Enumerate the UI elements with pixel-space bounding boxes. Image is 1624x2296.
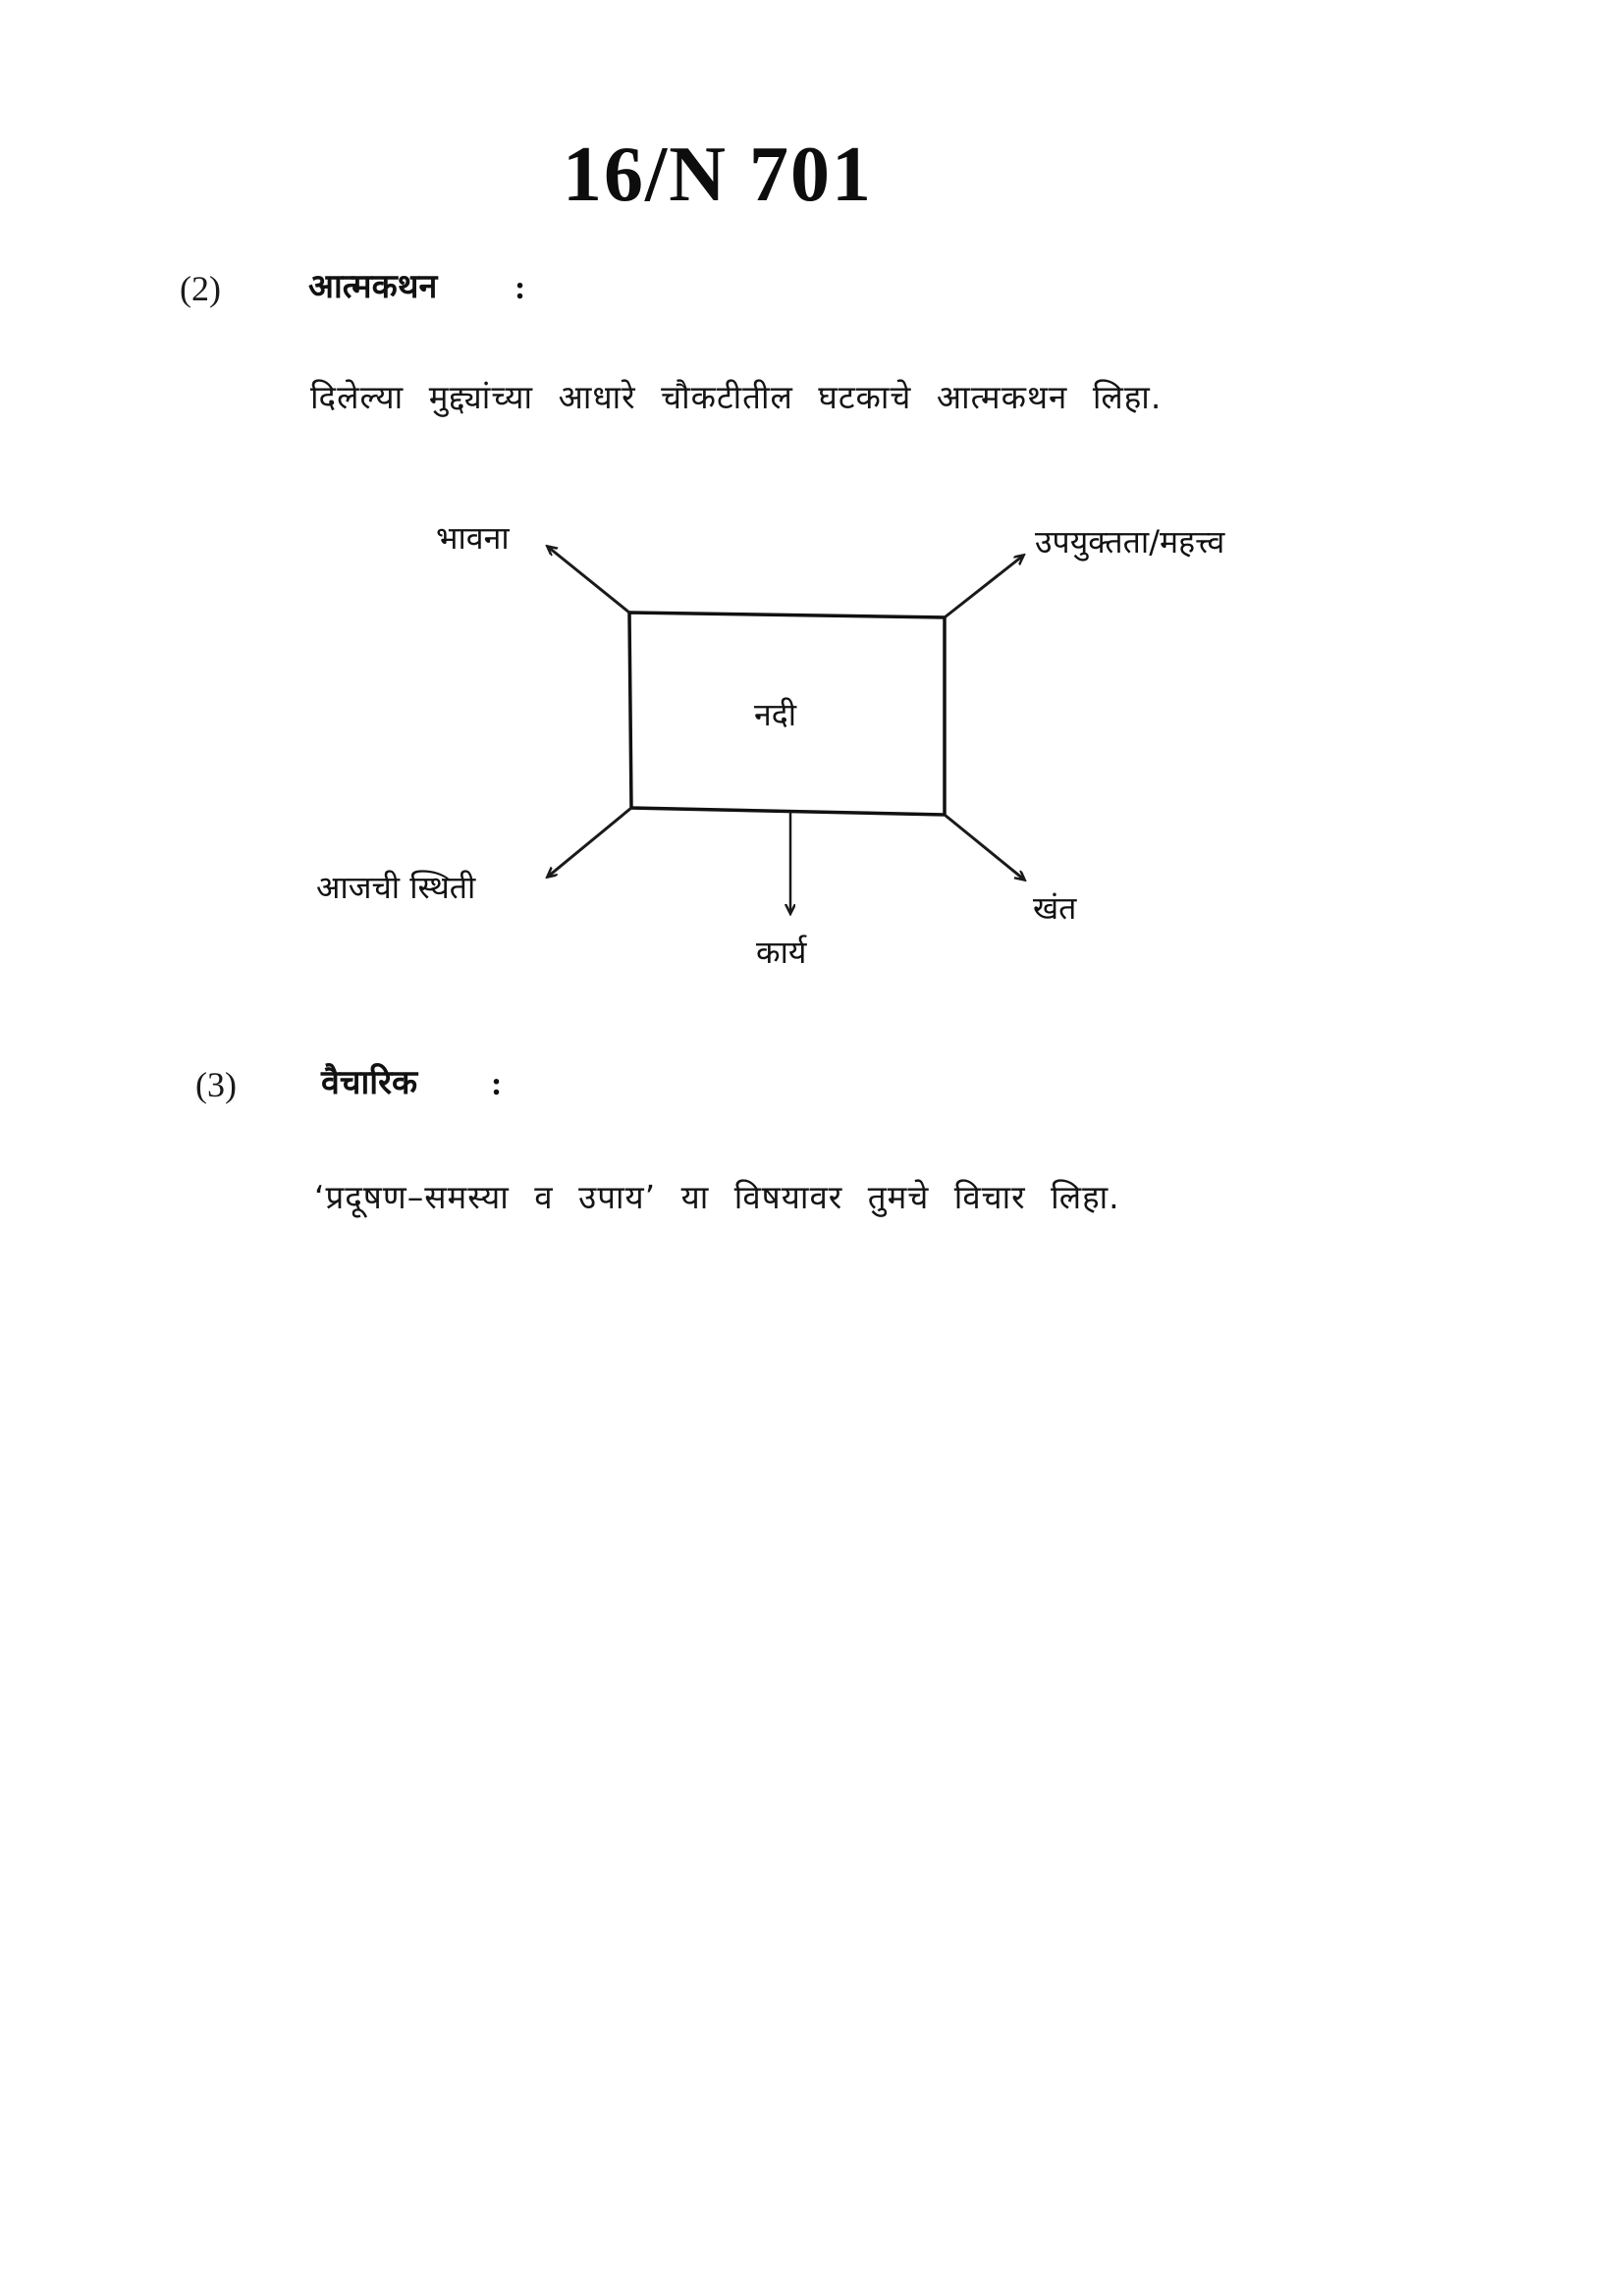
diagram-center-label: नदी xyxy=(754,696,797,733)
diagram-label-bottom-right: खंत xyxy=(1033,889,1077,927)
question-2-colon: : xyxy=(514,270,526,306)
paper-code: 16/N 701 xyxy=(563,132,873,218)
question-3-number: (3) xyxy=(195,1065,237,1104)
diagram-label-top-left: भावना xyxy=(436,519,510,557)
question-3-colon: : xyxy=(491,1066,503,1102)
diagram-label-top-right: उपयुक्तता/महत्त्व xyxy=(1035,523,1225,561)
question-3-title: वैचारिक xyxy=(321,1063,418,1102)
arrow-top-right xyxy=(945,556,1023,617)
diagram-label-bottom-left: आजची स्थिती xyxy=(316,869,476,906)
question-3-instruction: ‘प्रदूषण–समस्या व उपाय’ या विषयावर तुमचे विचार लिहा. xyxy=(314,1178,1120,1216)
diagram-label-bottom-center: कार्य xyxy=(756,934,807,971)
arrow-bottom-right xyxy=(945,815,1024,880)
arrow-bottom-left xyxy=(548,808,631,877)
question-2-title: आत्मकथन xyxy=(308,267,438,306)
question-2-instruction: दिलेल्या मुद्द्यांच्या आधारे चौकटीतील घटकाचे आत्मकथन लिहा. xyxy=(310,378,1163,416)
question-2-number: (2) xyxy=(180,269,221,308)
arrow-top-left xyxy=(548,547,629,613)
